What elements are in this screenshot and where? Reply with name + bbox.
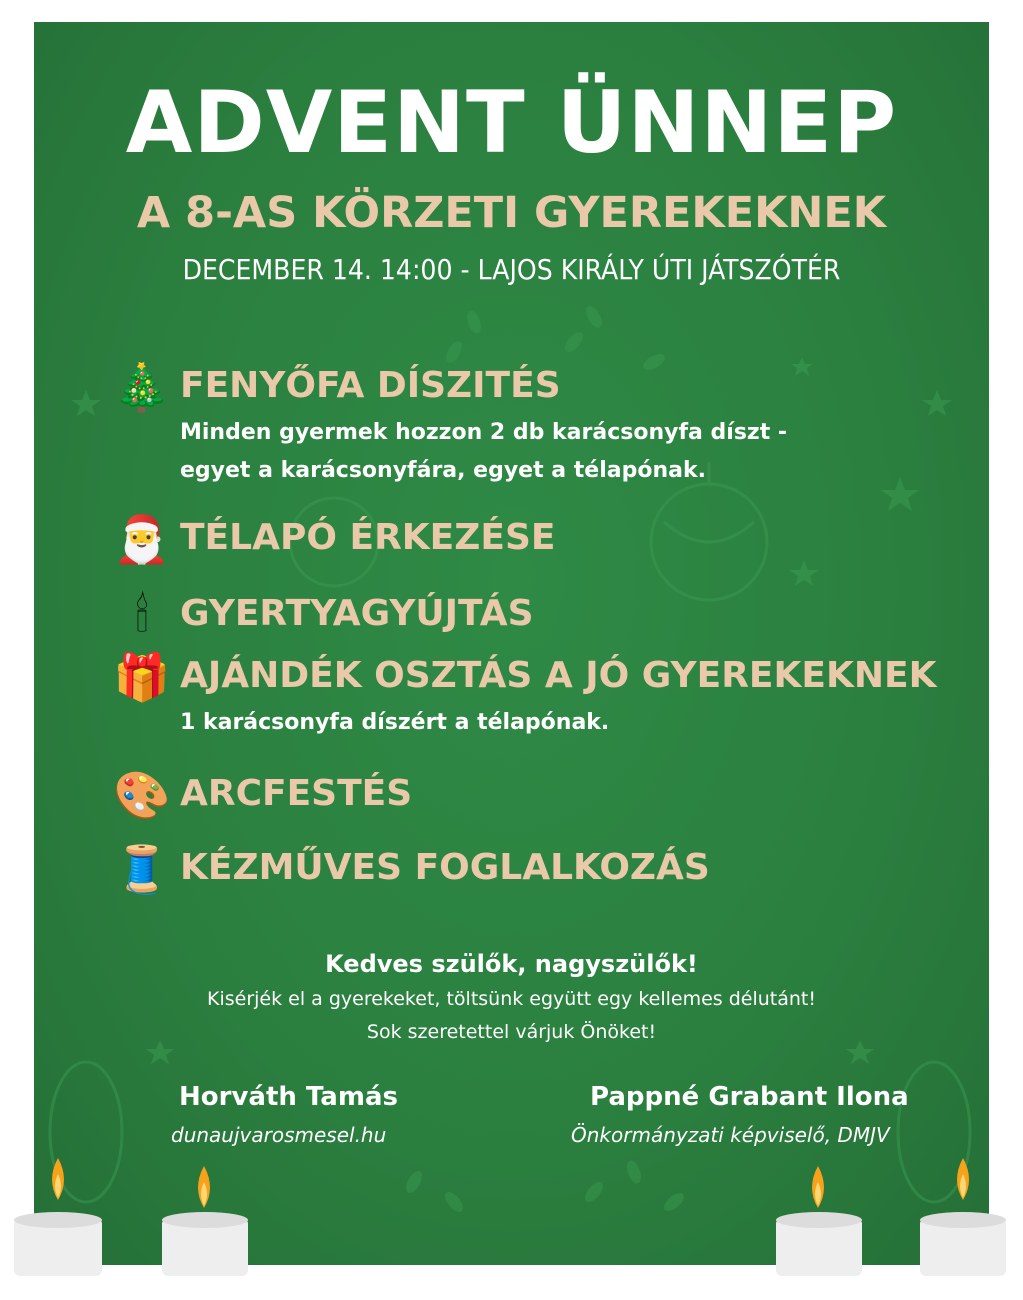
program-description xyxy=(180,414,787,490)
gift-icon: 🎁 xyxy=(113,650,171,704)
event-poster xyxy=(34,22,989,1265)
program-heading: TÉLAPÓ ÉRKEZÉSE xyxy=(180,517,556,558)
candles-decoration xyxy=(0,1150,1023,1280)
description-line: Minden gyermek hozzon 2 db karácsonyfa díszt - xyxy=(180,420,788,445)
star-icon xyxy=(881,477,919,511)
greeting-headline: Kedves szülők, nagyszülők! xyxy=(325,950,698,978)
star-icon xyxy=(789,560,819,586)
star-icon xyxy=(71,390,101,416)
signature-role: Önkormányzati képviselő, DMJV xyxy=(571,1123,890,1147)
poster-title: ADVENT ÜNNEP xyxy=(125,73,898,173)
santa-icon: 🎅 xyxy=(113,512,171,566)
palette-icon: 🎨 xyxy=(113,768,171,822)
candle-icon: 🕯 xyxy=(135,588,149,642)
program-heading: GYERTYAGYÚJTÁS xyxy=(180,593,534,634)
program-heading: FENYŐFA DÍSZITÉS xyxy=(180,365,561,406)
star-icon xyxy=(922,390,952,416)
program-description xyxy=(180,704,609,742)
star-icon xyxy=(846,1040,874,1064)
description-line: egyet a karácsonyfára, egyet a télapónak. xyxy=(180,458,706,483)
program-heading: ARCFESTÉS xyxy=(180,773,413,814)
star-icon xyxy=(146,1040,174,1064)
greeting-line: Sok szeretettel várjuk Önöket! xyxy=(366,1021,657,1043)
candle-icon xyxy=(14,1158,102,1276)
christmas-tree-icon: 🎄 xyxy=(113,360,171,414)
greeting-line: Kisérjék el a gyerekeket, töltsünk együtt egy kellemes délutánt! xyxy=(207,988,816,1010)
description-line: 1 karácsonyfa díszért a télapónak. xyxy=(180,710,610,735)
candle-icon xyxy=(162,1166,248,1276)
poster-subtitle: A 8-AS KÖRZETI GYEREKEKNEK xyxy=(136,188,887,238)
thread-spool-icon: 🧵 xyxy=(113,842,171,896)
event-date-location: DECEMBER 14. 14:00 - LAJOS KIRÁLY ÚTI JÁTSZÓTÉR xyxy=(182,253,841,286)
candle-icon xyxy=(920,1158,1006,1276)
star-icon xyxy=(791,357,813,376)
signature-name: Horváth Tamás xyxy=(179,1082,398,1112)
signature-role: dunaujvarosmesel.hu xyxy=(171,1123,387,1147)
program-heading: KÉZMŰVES FOGLALKOZÁS xyxy=(180,847,710,888)
program-heading: AJÁNDÉK OSZTÁS A JÓ GYEREKEKNEK xyxy=(180,655,937,696)
candle-icon xyxy=(776,1166,862,1276)
signature-name: Pappné Grabant Ilona xyxy=(590,1082,909,1112)
